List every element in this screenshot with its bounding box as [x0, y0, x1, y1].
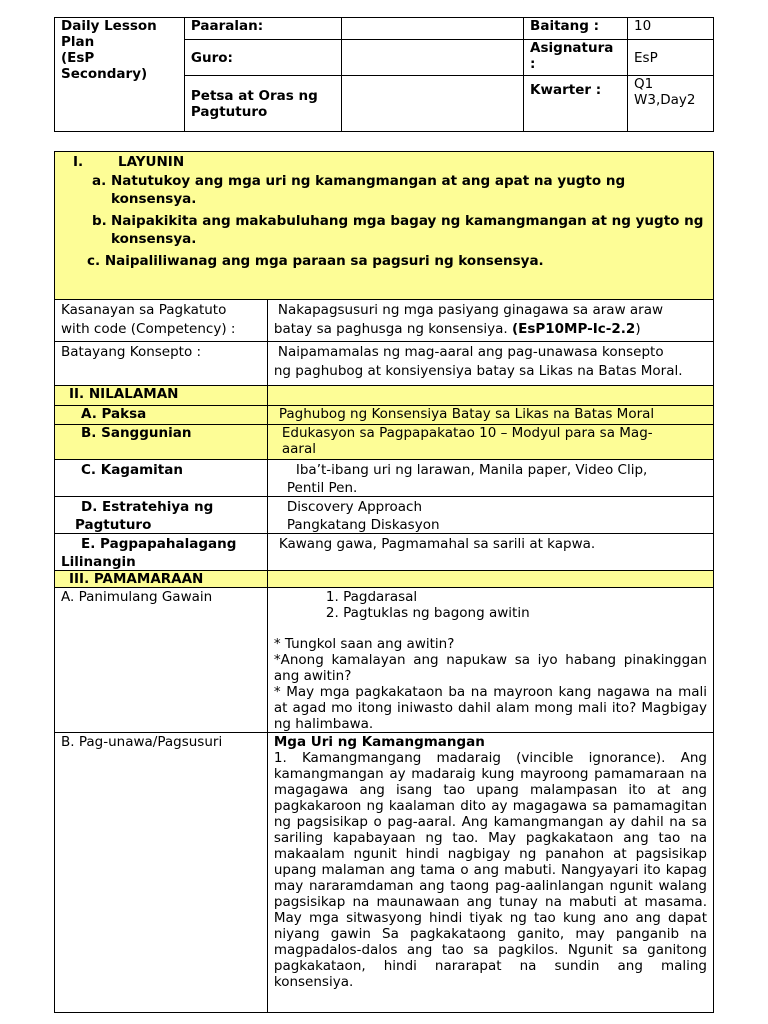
item-marker: c. [87, 253, 101, 269]
kasanayan-value-line: Nakapagsusuri ng mga pasiyang ginagawa sa araw araw [277, 302, 664, 318]
pagpapahalaga-label [55, 534, 268, 571]
pagunawa-heading: Mga Uri ng Kamangmangan [273, 734, 485, 750]
kwarter-value-line: W3,Day2 [634, 92, 696, 108]
estratehiya-line: Pangkatang Diskasyon [286, 517, 440, 533]
kasanayan-value-end: ) [635, 321, 641, 337]
item-text: Pagtuklas ng bagong awitin [343, 605, 530, 621]
nilalaman-heading: II. NILALAMAN [55, 386, 268, 406]
lesson-plan-table [54, 151, 714, 1013]
title-line: (EsP [61, 50, 95, 66]
petsa-value [341, 76, 523, 132]
baitang-label: Baitang : [524, 18, 628, 40]
asignatura-label-line: Asignatura [530, 40, 614, 56]
kagamitan-value [267, 460, 713, 497]
petsa-label-line: Pagtuturo [190, 103, 268, 120]
title-line: Secondary) [61, 66, 148, 82]
paaralan-label: Paaralan: [184, 18, 341, 40]
pagpapahalaga-label-line: E. Pagpapahalagang [81, 536, 237, 552]
panimula-list [274, 589, 707, 621]
sanggunian-line: aaral [281, 441, 316, 457]
sanggunian-value [267, 425, 713, 460]
layunin-number: I. [73, 154, 84, 170]
item-marker: b. [92, 213, 107, 229]
estratehiya-value [267, 497, 713, 534]
guro-label: Guro: [184, 40, 341, 76]
layunin-item [87, 252, 705, 270]
pamamaraan-heading-blank [267, 571, 713, 588]
layunin-item [92, 212, 705, 248]
title-line: Plan [61, 34, 95, 50]
dlp-title [55, 18, 185, 132]
item-marker: 1. [325, 589, 339, 605]
panimula-question: * Tungkol saan ang awitin? [273, 636, 455, 652]
panimula-item [326, 589, 707, 605]
paksa-label: A. Paksa [55, 406, 268, 425]
title-line: Daily Lesson [61, 18, 157, 34]
batayang-label: Batayang Konsepto : [55, 342, 268, 386]
baitang-value: 10 [628, 18, 714, 40]
header-table [54, 17, 714, 132]
item-text: Naipaliliwanag ang mga paraan sa pagsuri ng konsensya. [104, 253, 544, 269]
panimula-item [326, 605, 707, 621]
pagpapahalaga-label-line: Lilinangin [61, 554, 136, 570]
paaralan-value [341, 18, 523, 40]
paksa-value: Paghubog ng Konsensiya Batay sa Likas na Batas Moral [267, 406, 713, 425]
item-marker: 2. [325, 605, 339, 621]
kwarter-label: Kwarter : [524, 76, 628, 132]
petsa-label [184, 76, 341, 132]
asignatura-label-line: : [530, 56, 536, 72]
pamamaraan-heading: III. PAMAMARAAN [55, 571, 268, 588]
panimula-question: * May mga pagkakataon ba na mayroon kang nagawa na mali at agad mo itong iniwasto dahil alam mong mali ito? Magbigay ng halimbawa. [273, 684, 707, 732]
estratehiya-label-line: D. Estratehiya ng [81, 499, 214, 515]
pagunawa-value [267, 733, 713, 1013]
kagamitan-line: Pentil Pen. [286, 480, 358, 496]
layunin-list [63, 172, 705, 270]
panimula-value [267, 588, 713, 733]
batayang-value-line: Naipamamalas ng mag-aaral ang pag-unawasa konsepto [277, 344, 664, 360]
asignatura-label [524, 40, 628, 76]
estratehiya-label [55, 497, 268, 534]
estratehiya-label-line: Pagtuturo [75, 517, 152, 533]
kagamitan-label: C. Kagamitan [55, 460, 268, 497]
kasanayan-value [267, 300, 713, 342]
asignatura-value: EsP [628, 40, 714, 76]
guro-value [341, 40, 523, 76]
competency-code: (EsP10MP-Ic-2.2 [511, 321, 636, 337]
estratehiya-line: Discovery Approach [286, 499, 423, 515]
kasanayan-label [55, 300, 268, 342]
item-text: Natutukoy ang mga uri ng kamangmangan at ang apat na yugto ng konsensya. [111, 173, 626, 207]
nilalaman-heading-blank [267, 386, 713, 406]
layunin-heading: LAYUNIN [118, 154, 185, 170]
kagamitan-line: Iba’t-ibang uri ng larawan, Manila paper, Video Clip, [295, 462, 648, 478]
kwarter-value [628, 76, 714, 132]
pagunawa-body: 1. Kamangmangang madaraig (vincible ignorance). Ang kamangmangan ay madaraig kung mayroong pamamaraan na magagawa ang isang tao upang malampasan ito at ang pagkakaroon ng kaalaman dito ay magagawa sa pamamagitan ng pagsisikap o pag-aaral. Ang kamangmangan ay dahil na sa sariling kapabayaan ng tao. May pagkakataon ang tao na makaalam ngunit hindi nagbigay ng panahon at pagsisikap upang malaman ang tama o ang mabuti. Nangyayari ito kapag may nararamdaman ang taong pag-aalinlangan ngunit walang pagsisikap na maunawaan ang tunay na mabuti at masama. May mga sitwasyong hindi tiyak ng tao kung ano ang dapat niyang gawin Sa pagkakataong ganito, may panganib na magpadalos-dalos ang tao sa pagkilos. Ngunit sa ganitong pagkakataon, hindi nararapat na sundin ang maling konsensiya. [273, 750, 707, 990]
layunin-section [55, 152, 714, 300]
kwarter-value-line: Q1 [634, 76, 654, 92]
pagunawa-label: B. Pag-unawa/Pagsusuri [55, 733, 268, 1013]
sanggunian-line: Edukasyon sa Pagpapakatao 10 – Modyul para sa Mag- [281, 425, 653, 441]
batayang-value-line: ng paghubog at konsiyensiya batay sa Likas na Batas Moral. [273, 363, 683, 379]
petsa-label-line: Petsa at Oras ng [190, 87, 318, 104]
panimula-label: A. Panimulang Gawain [55, 588, 268, 733]
kasanayan-label-line: Kasanayan sa Pagkatuto [61, 302, 227, 318]
item-marker: a. [92, 173, 107, 189]
batayang-value [267, 342, 713, 386]
panimula-question: *Anong kamalayan ang napukaw sa iyo habang pinakinggan ang awitin? [273, 652, 707, 684]
kasanayan-label-line: with code (Competency) : [61, 321, 236, 337]
sanggunian-label: B. Sanggunian [55, 425, 268, 460]
item-text: Pagdarasal [343, 589, 418, 605]
item-text: Naipakikita ang makabuluhang mga bagay ng kamangmangan at ng yugto ng konsensya. [111, 213, 704, 247]
pagpapahalaga-value: Kawang gawa, Pagmamahal sa sarili at kapwa. [267, 534, 713, 571]
kasanayan-value-line: batay sa paghusga ng konsensiya. [273, 321, 512, 337]
layunin-item [92, 172, 705, 208]
